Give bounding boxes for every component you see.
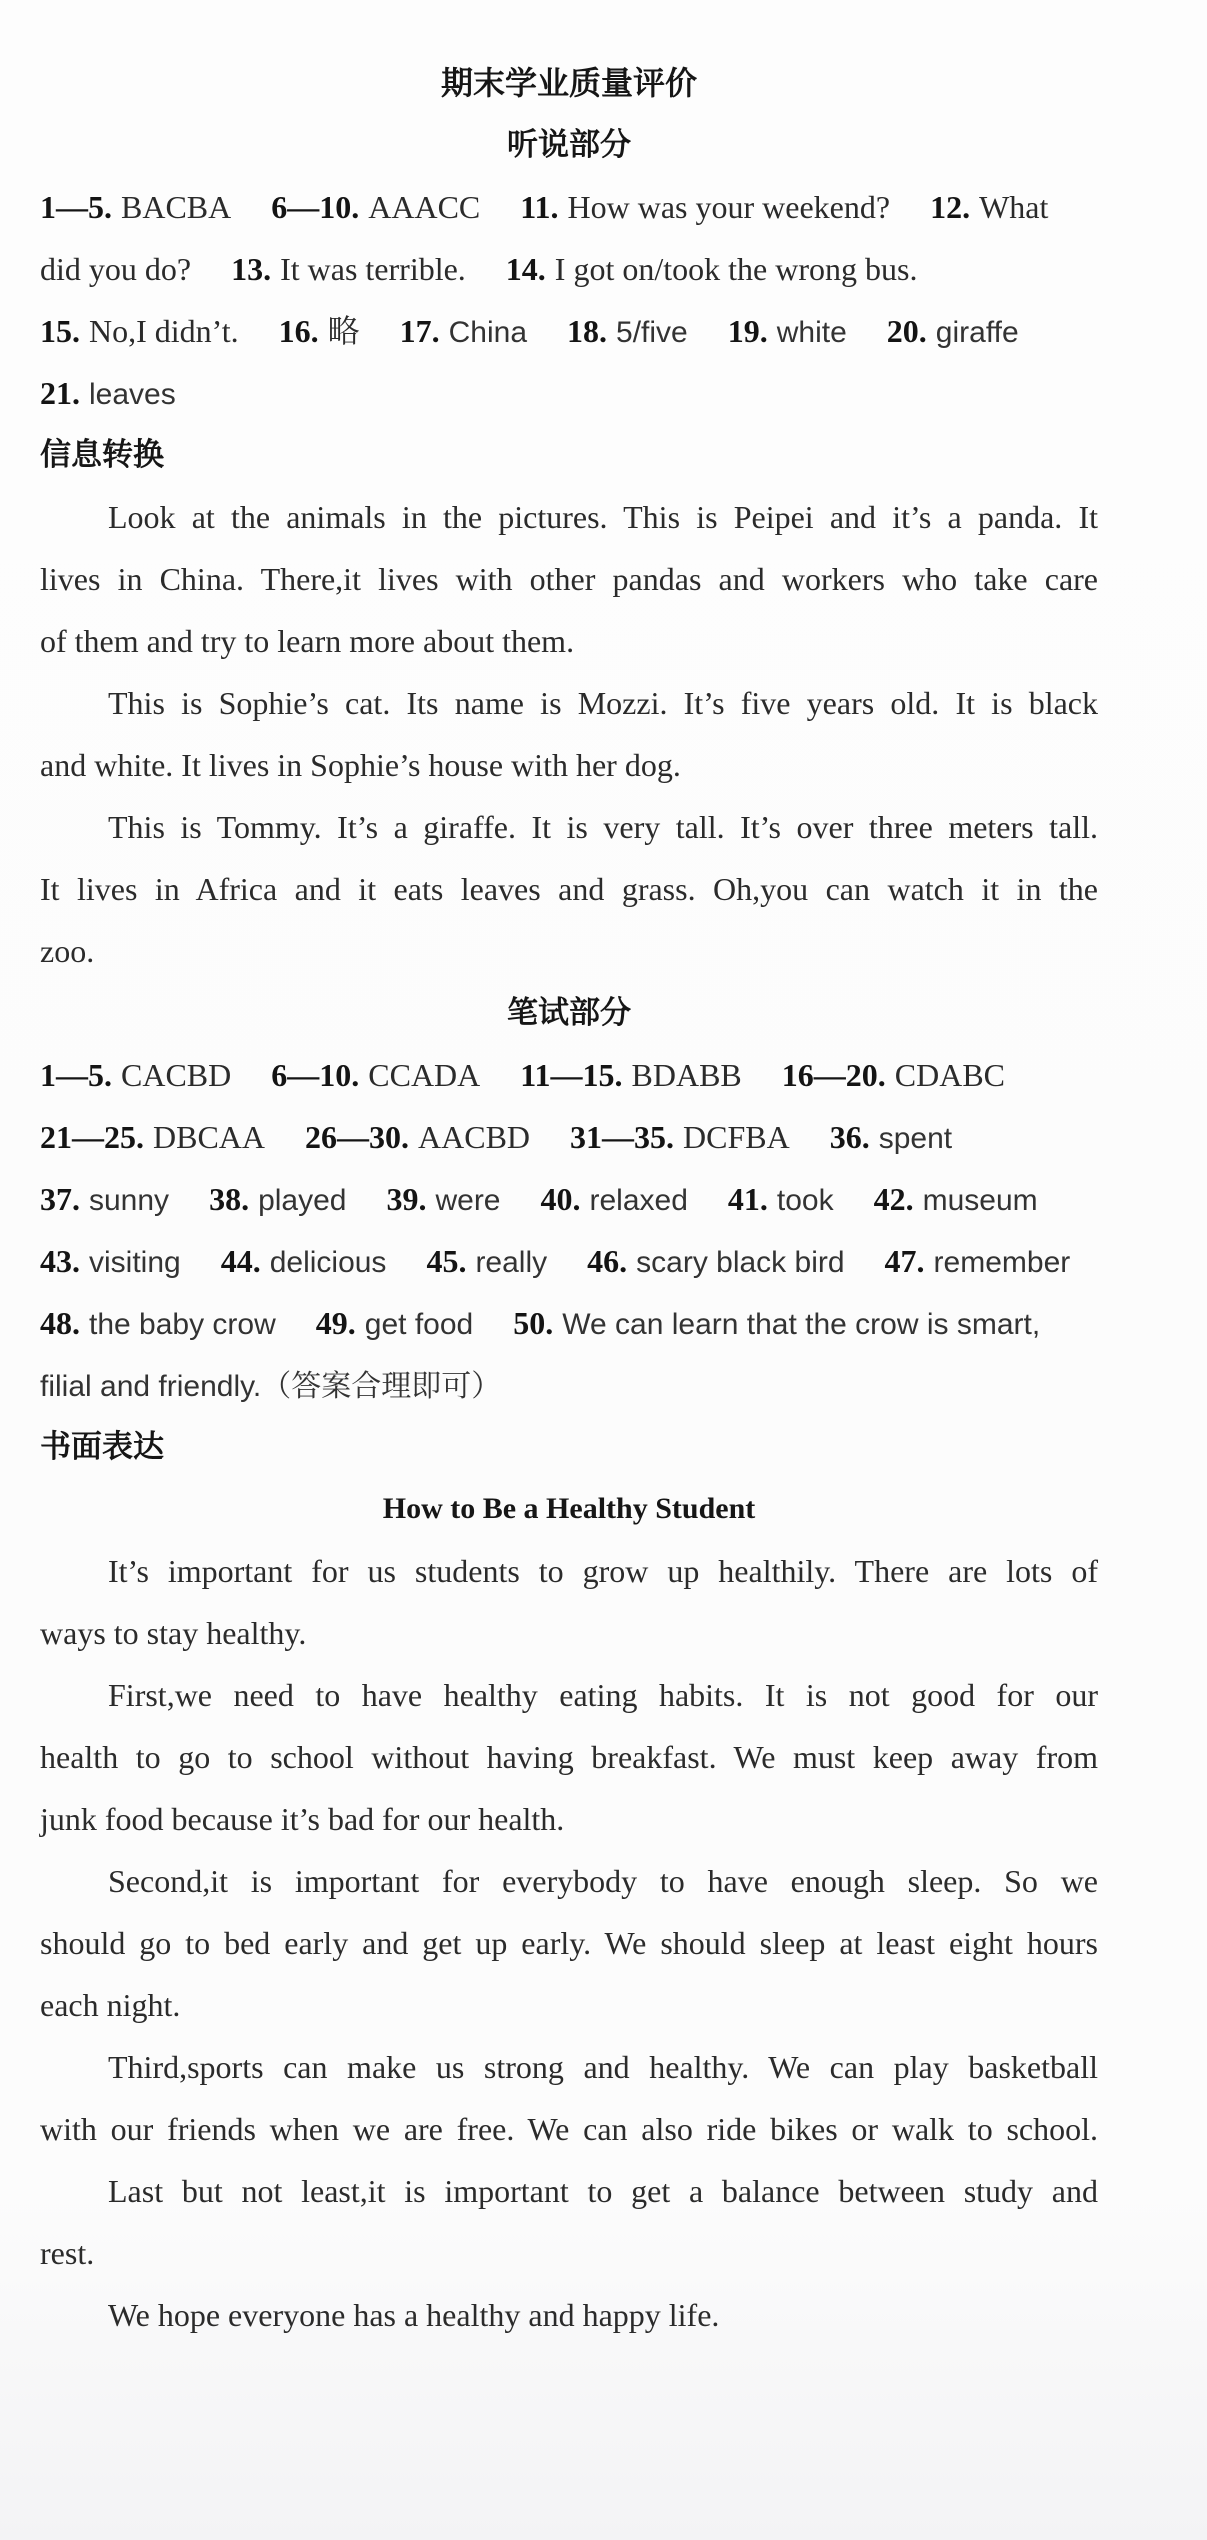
question-number: 36. (829, 1119, 870, 1155)
answer-line (40, 300, 1098, 362)
answer-text: It was terrible. (280, 251, 466, 287)
answer-item (305, 1106, 530, 1168)
answer-text: sunny (89, 1184, 170, 1217)
question-number: 26—30. (305, 1119, 410, 1155)
answer-line (40, 362, 1098, 424)
answer-text: What (979, 189, 1049, 225)
answer-item (279, 300, 360, 362)
answer-item (271, 1044, 480, 1106)
question-number: 48. (40, 1305, 80, 1341)
answer-item (40, 238, 191, 300)
answer-item (426, 1230, 547, 1294)
question-number: 6—10. (271, 189, 360, 225)
paragraph-line: should go to bed early and get up early. We should sleep at least eight hours (40, 1925, 1098, 1961)
answer-item (728, 1168, 834, 1232)
answer-line (40, 176, 1098, 238)
answer-item (513, 1292, 1040, 1356)
paragraph (40, 2036, 1098, 2160)
question-number: 39. (386, 1181, 427, 1217)
answer-line (40, 1168, 1098, 1230)
answer-item (271, 176, 480, 238)
answer-line (40, 1292, 1098, 1354)
answer-item (541, 1168, 688, 1232)
answer-item (231, 238, 466, 300)
paragraph (40, 1664, 1098, 1850)
answer-text: delicious (269, 1246, 387, 1279)
paragraph-line: ways to stay healthy. (40, 1615, 307, 1651)
answer-item (386, 1168, 500, 1232)
question-number: 44. (220, 1243, 261, 1279)
paragraph-line: health to go to school without having breakfast. We must keep away from (40, 1739, 1098, 1775)
question-number: 31—35. (570, 1119, 675, 1155)
paragraph-line: First,we need to have healthy eating habits. It is not good for our (108, 1677, 1098, 1713)
answer-item (40, 1168, 169, 1232)
answer-text: museum (922, 1184, 1038, 1217)
question-number: 13. (231, 251, 272, 287)
paragraph (40, 672, 1098, 796)
question-number: 21. (40, 375, 80, 411)
question-number: 37. (40, 1181, 80, 1217)
answer-text: spent (878, 1122, 953, 1155)
written-section-heading: 笔试部分 (507, 995, 631, 1031)
answer-text: DBCAA (153, 1119, 266, 1155)
answer-text: CCADA (368, 1057, 481, 1093)
answer-item (316, 1292, 473, 1356)
answer-text: CDABC (894, 1057, 1005, 1093)
answer-item (40, 1106, 265, 1168)
question-number: 20. (886, 313, 927, 349)
answer-text: remember (933, 1246, 1071, 1279)
answer-text: 略 (327, 313, 360, 349)
essay-title: How to Be a Healthy Student (382, 1492, 756, 1525)
question-number: 43. (40, 1243, 80, 1279)
paragraph-line: Third,sports can make us strong and healthy. We can play basketball (108, 2049, 1098, 2085)
answer-item (887, 300, 1019, 364)
answer-line (40, 238, 1098, 300)
answer-text: How was your weekend? (567, 189, 891, 225)
paragraph-line: This is Tommy. It’s a giraffe. It is very tall. It’s over three meters tall. (108, 809, 1098, 845)
question-number: 45. (426, 1243, 467, 1279)
answer-line (40, 1106, 1098, 1168)
answer-item (874, 1168, 1038, 1232)
paragraph-line: It’s important for us students to grow up healthily. There are lots of (108, 1553, 1098, 1589)
answer-text: white (776, 316, 847, 349)
question-number: 17. (399, 313, 440, 349)
answer-text: I got on/took the wrong bus. (554, 251, 918, 287)
answer-text: leaves (89, 378, 176, 411)
question-number: 11—15. (520, 1057, 623, 1093)
paragraph-line: and white. It lives in Sophie’s house with her dog. (40, 747, 681, 783)
paragraph (40, 2284, 1098, 2346)
answer-item (570, 1106, 790, 1168)
answer-item (782, 1044, 1005, 1106)
question-number: 38. (209, 1181, 250, 1217)
listening-section-heading: 听说部分 (507, 127, 631, 163)
answer-text: filial and friendly.（答案合理即可） (40, 1370, 502, 1403)
paragraph (40, 2160, 1098, 2284)
question-number: 6—10. (271, 1057, 360, 1093)
answer-item (400, 300, 527, 364)
question-number: 1—5. (40, 1057, 112, 1093)
paragraph-line: with our friends when we are free. We can also ride bikes or walk to school. (40, 2111, 1098, 2147)
answer-line (40, 1230, 1098, 1292)
answer-item (520, 176, 890, 238)
answer-text: really (475, 1246, 548, 1279)
question-number: 40. (540, 1181, 581, 1217)
composition-heading: 书面表达 (40, 1429, 164, 1465)
answer-item (930, 176, 1048, 238)
answer-item (221, 1230, 387, 1294)
answer-item (209, 1168, 346, 1232)
question-number: 16. (278, 313, 319, 349)
question-number: 21—25. (40, 1119, 144, 1155)
question-number: 14. (505, 251, 546, 287)
question-number: 1—5. (40, 189, 112, 225)
paragraph-line: each night. (40, 1987, 181, 2023)
answer-line (40, 1354, 1098, 1416)
question-number: 41. (727, 1181, 768, 1217)
answer-item (40, 1292, 276, 1356)
paragraph-line: It lives in Africa and it eats leaves and grass. Oh,you can watch it in the (40, 871, 1098, 907)
paragraph-line: Last but not least,it is important to get a balance between study and (108, 2173, 1098, 2209)
paragraph-line: Look at the animals in the pictures. This is Peipei and it’s a panda. It (108, 499, 1098, 535)
answer-item (587, 1230, 844, 1294)
question-number: 18. (567, 313, 608, 349)
paragraph-line: rest. (40, 2235, 95, 2271)
answer-item (40, 1354, 501, 1418)
answer-item (40, 300, 239, 362)
answer-text: were (435, 1184, 501, 1217)
answer-text: No,I didn’t. (89, 313, 239, 349)
question-number: 47. (884, 1243, 925, 1279)
answer-text: 5/five (616, 316, 688, 349)
answer-text: the baby crow (89, 1308, 276, 1341)
answer-item (567, 300, 688, 364)
answer-item (40, 176, 231, 238)
paragraph (40, 486, 1098, 672)
question-number: 46. (587, 1243, 628, 1279)
answer-item (520, 1044, 741, 1106)
answer-item (40, 1230, 181, 1294)
question-number: 42. (873, 1181, 914, 1217)
question-number: 12. (930, 189, 971, 225)
paragraph-line: This is Sophie’s cat. Its name is Mozzi. It’s five years old. It is black (108, 685, 1098, 721)
paragraph-line: We hope everyone has a healthy and happy life. (108, 2297, 720, 2333)
answer-text: CACBD (121, 1057, 232, 1093)
answer-line (40, 1044, 1098, 1106)
answer-text: relaxed (589, 1184, 688, 1217)
paragraph-line: zoo. (40, 933, 95, 969)
answer-text: China (448, 316, 528, 349)
answer-text: giraffe (935, 316, 1019, 349)
answer-text: We can learn that the crow is smart, (562, 1308, 1041, 1341)
answer-text: DCFBA (683, 1119, 790, 1155)
answer-text: AACBD (418, 1119, 531, 1155)
page-title: 期末学业质量评价 (440, 64, 697, 102)
answer-item (40, 1044, 231, 1106)
answer-text: get food (364, 1308, 474, 1341)
paragraph-line: Second,it is important for everybody to have enough sleep. So we (108, 1863, 1098, 1899)
paragraph-line: lives in China. There,it lives with other pandas and workers who take care (40, 561, 1098, 597)
answer-text: visiting (89, 1246, 181, 1279)
paragraph (40, 1850, 1098, 2036)
info-transfer-heading: 信息转换 (40, 437, 164, 473)
answer-item (40, 362, 176, 426)
question-number: 49. (315, 1305, 356, 1341)
answer-text: scary black bird (636, 1246, 845, 1279)
question-number: 16—20. (781, 1057, 886, 1093)
paragraph-line: of them and try to learn more about them. (40, 623, 575, 659)
answer-item (830, 1106, 952, 1170)
answer-text: BACBA (121, 189, 232, 225)
paragraph (40, 796, 1098, 982)
paragraph (40, 1540, 1098, 1664)
answer-item (885, 1230, 1071, 1294)
answer-item (506, 238, 918, 300)
answer-text: BDABB (631, 1057, 742, 1093)
question-number: 19. (727, 313, 768, 349)
question-number: 15. (40, 313, 80, 349)
answer-text: took (776, 1184, 834, 1217)
answer-text: AAACC (368, 189, 481, 225)
answer-text: did you do? (40, 251, 192, 287)
paragraph-line: junk food because it’s bad for our health. (40, 1801, 565, 1837)
question-number: 50. (513, 1305, 554, 1341)
answer-text: played (258, 1184, 347, 1217)
answer-item (728, 300, 847, 364)
question-number: 11. (520, 189, 559, 225)
